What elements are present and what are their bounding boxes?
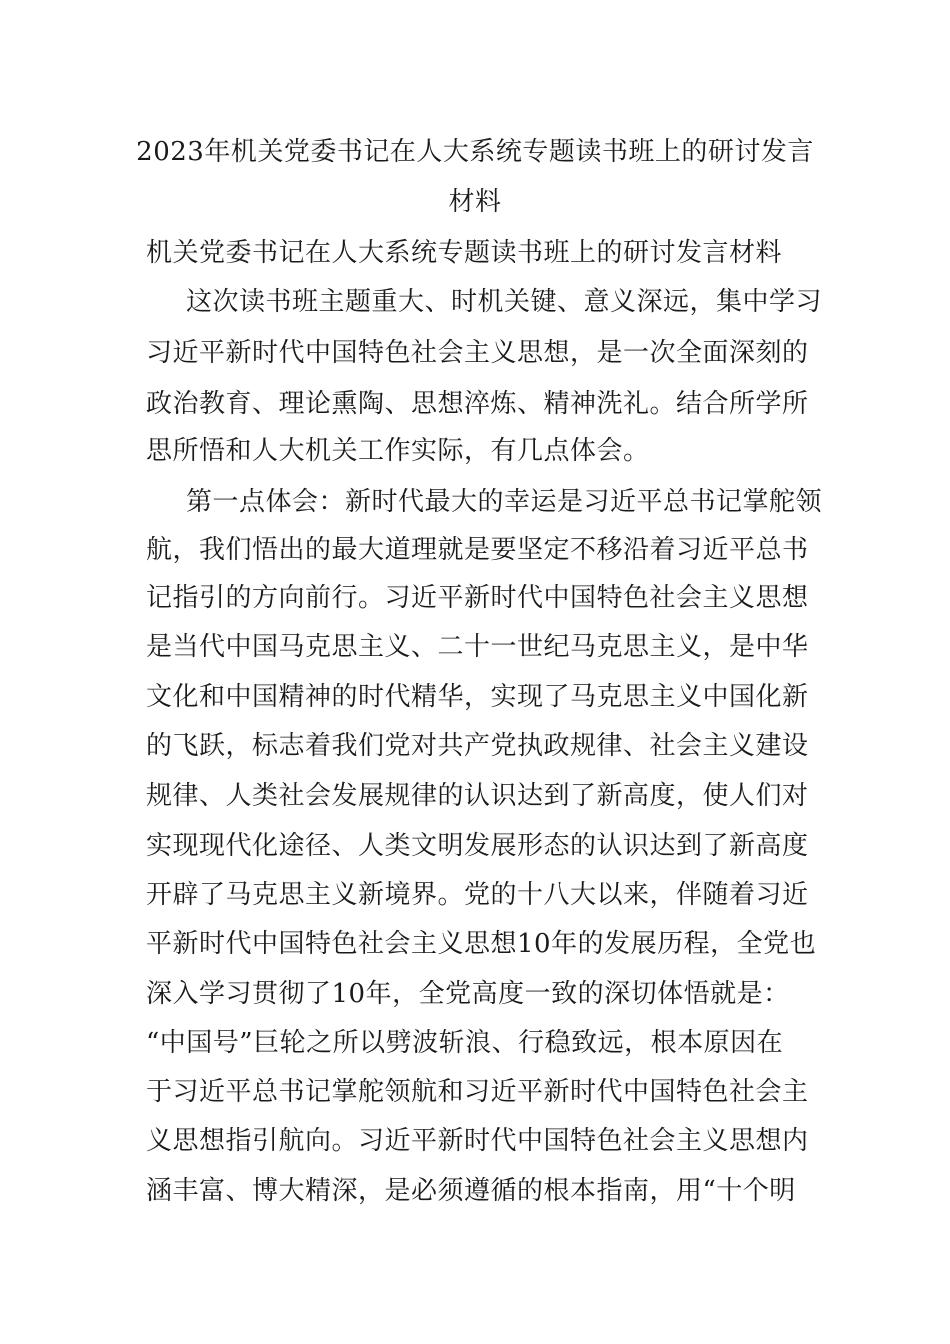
title-line-2: 材料 xyxy=(448,187,502,217)
paragraph-2-line-6: 的飞跃，标志着我们党对共产党执政规律、社会主义建设 xyxy=(146,731,809,761)
paragraph-2-line-4: 是当代中国马克思主义、二十一世纪马克思主义，是中华 xyxy=(146,632,809,662)
paragraph-1-line-1: 这次读书班主题重大、时机关键、意义深远，集中学习 xyxy=(186,287,823,317)
paragraph-2-line-9: 开辟了马克思主义新境界。党的十八大以来，伴随着习近 xyxy=(146,880,809,910)
document-subtitle: 机关党委书记在人大系统专题读书班上的研讨发言材料 xyxy=(146,238,783,268)
paragraph-2-line-8: 实现现代化途径、人类文明发展形态的认识达到了新高度 xyxy=(146,831,809,861)
paragraph-2-line-11: 深入学习贯彻了10年，全党高度一致的深切体悟就是： xyxy=(146,979,790,1009)
paragraph-2-line-3: 记指引的方向前行。习近平新时代中国特色社会主义思想 xyxy=(146,583,809,613)
paragraph-2-line-14: 义思想指引航向。习近平新时代中国特色社会主义思想内 xyxy=(146,1126,809,1156)
paragraph-1-line-3: 政治教育、理论熏陶、思想淬炼、精神洗礼。结合所学所 xyxy=(146,389,809,419)
document-title xyxy=(120,127,830,227)
paragraph-1-line-4: 思所悟和人大机关工作实际，有几点体会。 xyxy=(146,436,650,466)
title-line-1: 2023年机关党委书记在人大系统专题读书班上的研讨发言 xyxy=(136,137,814,167)
paragraph-2-line-13: 于习近平总书记掌舵领航和习近平新时代中国特色社会主 xyxy=(146,1077,809,1107)
paragraph-2-line-7: 规律、人类社会发展规律的认识达到了新高度，使人们对 xyxy=(146,781,809,811)
paragraph-2-line-5: 文化和中国精神的时代精华，实现了马克思主义中国化新 xyxy=(146,682,809,712)
paragraph-2-line-12: “中国号”巨轮之所以劈波斩浪、行稳致远，根本原因在 xyxy=(146,1028,784,1058)
paragraph-2-line-2: 航，我们悟出的最大道理就是要坚定不移沿着习近平总书 xyxy=(146,535,809,565)
paragraph-2-line-1: 第一点体会：新时代最大的幸运是习近平总书记掌舵领 xyxy=(186,487,823,517)
paragraph-2-line-15: 涵丰富、博大精深，是必须遵循的根本指南，用“十个明 xyxy=(146,1176,796,1206)
paragraph-2-line-10: 平新时代中国特色社会主义思想10年的发展历程，全党也 xyxy=(146,929,817,959)
paragraph-1-line-2: 习近平新时代中国特色社会主义思想，是一次全面深刻的 xyxy=(146,338,809,368)
